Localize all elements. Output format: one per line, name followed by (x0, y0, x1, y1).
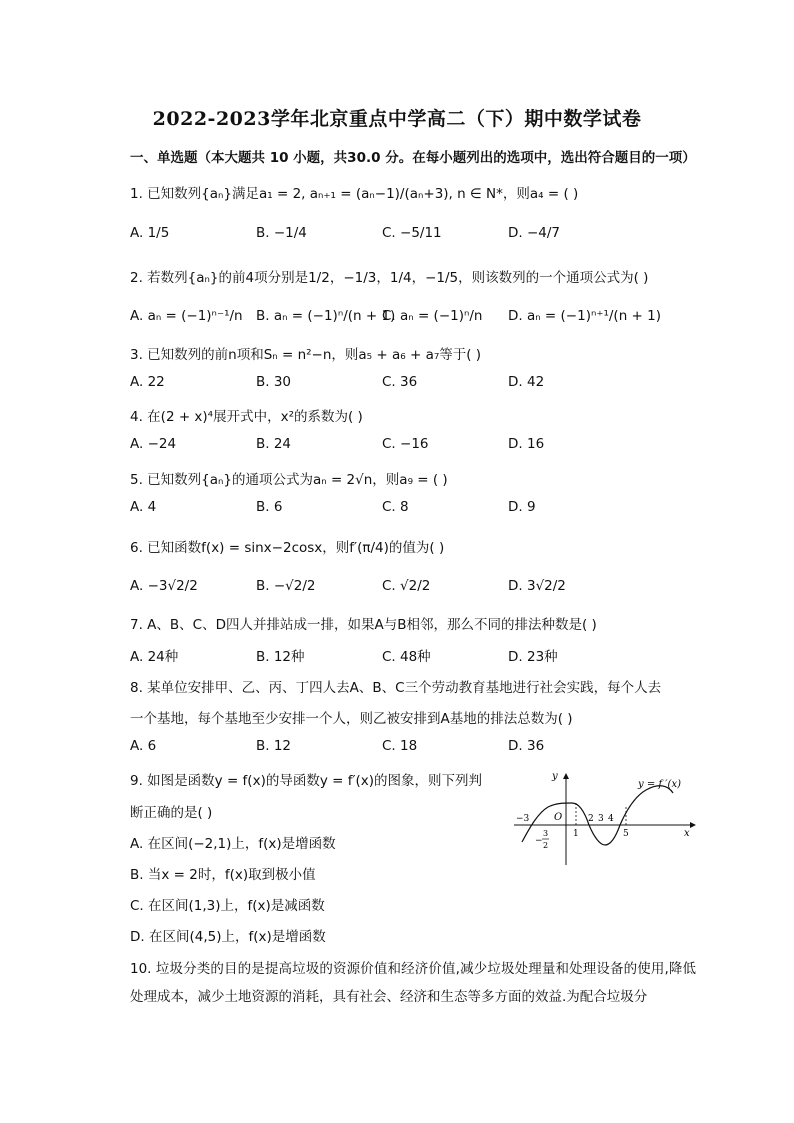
q9-option-c[interactable]: C. 在区间(1,3)上，f(x)是减函数 (130, 898, 325, 914)
q5-option-a[interactable]: A. 4 (130, 499, 157, 515)
q6-option-b[interactable]: B. −√2/2 (256, 578, 316, 594)
q1-option-a[interactable]: A. 1/5 (130, 225, 170, 241)
q1-option-b[interactable]: B. −1/4 (256, 225, 307, 241)
q2-option-a[interactable]: A. aₙ = (−1)ⁿ⁻¹/n (130, 308, 243, 324)
y-axis-arrow (563, 773, 569, 779)
tick-5: 5 (623, 829, 629, 839)
q4-option-d[interactable]: D. 16 (508, 436, 545, 452)
x-axis-label: x (684, 828, 690, 839)
tick-1: 1 (573, 829, 579, 839)
q7-option-a[interactable]: A. 24种 (130, 649, 179, 665)
q3-option-c[interactable]: C. 36 (382, 374, 418, 390)
question-2-stem: 2. 若数列{aₙ}的前4项分别是1/2，−1/3，1/4，−1/5，则该数列的一个通项公式为( ) (130, 270, 649, 286)
tick-2: 2 (588, 814, 594, 824)
q9-option-d[interactable]: D. 在区间(4,5)上，f(x)是增函数 (130, 929, 326, 945)
q8-option-c[interactable]: C. 18 (382, 738, 418, 754)
question-1-stem: 1. 已知数列{aₙ}满足a₁ = 2, aₙ₊₁ = (aₙ−1)/(aₙ+3), n ∈ N*，则a₄ = ( ) (130, 186, 579, 202)
origin-label: O (554, 812, 563, 823)
curve-label: y = f ′(x) (638, 779, 681, 790)
question-8-stem-cont: 一个基地，每个基地至少安排一个人，则乙被安排到A基地的排法总数为( ) (130, 711, 573, 727)
q7-option-b[interactable]: B. 12种 (256, 649, 305, 665)
q3-option-a[interactable]: A. 22 (130, 374, 165, 390)
tick-4: 4 (608, 814, 614, 824)
q5-option-b[interactable]: B. 6 (256, 499, 283, 515)
question-8-stem: 8. 某单位安排甲、乙、丙、丁四人去A、B、C三个劳动教育基地进行社会实践，每个人去 (130, 680, 662, 696)
x-axis-arrow (690, 822, 696, 828)
q6-option-d[interactable]: D. 3√2/2 (508, 578, 566, 594)
q4-option-b[interactable]: B. 24 (256, 436, 292, 452)
question-9-stem-cont: 断正确的是( ) (130, 805, 213, 821)
question-4-stem: 4. 在(2 + x)⁴展开式中，x²的系数为( ) (130, 409, 363, 425)
q7-option-d[interactable]: D. 23种 (508, 649, 558, 665)
q6-option-a[interactable]: A. −3√2/2 (130, 578, 198, 594)
q1-option-c[interactable]: C. −5/11 (382, 225, 442, 241)
q7-option-c[interactable]: C. 48种 (382, 649, 431, 665)
q2-option-c[interactable]: C. aₙ = (−1)ⁿ/n (382, 308, 483, 324)
question-3-stem: 3. 已知数列的前n项和Sₙ = n²−n，则a₅ + a₆ + a₇等于( ) (130, 347, 482, 363)
q3-option-b[interactable]: B. 30 (256, 374, 292, 390)
tick-3: 3 (598, 814, 604, 824)
q9-option-b[interactable]: B. 当x = 2时，f(x)取到极小值 (130, 867, 316, 883)
q2-option-d[interactable]: D. aₙ = (−1)ⁿ⁺¹/(n + 1) (508, 308, 661, 324)
q9-option-a[interactable]: A. 在区间(−2,1)上，f(x)是增函数 (130, 836, 336, 852)
exam-title: 2022-2023学年北京重点中学高二（下）期中数学试卷 (152, 108, 642, 130)
question-6-stem: 6. 已知函数f(x) = sinx−2cosx，则f′(π/4)的值为( ) (130, 540, 445, 556)
q3-option-d[interactable]: D. 42 (508, 374, 545, 390)
section-heading: 一、单选题（本大题共 10 小题，共30.0 分。在每小题列出的选项中，选出符合题目的一项） (130, 150, 696, 166)
question-9-stem: 9. 如图是函数y = f(x)的导函数y = f′(x)的图象，则下列判 (130, 773, 483, 789)
tick-neg-frac-den: 2 (543, 841, 549, 850)
q5-option-d[interactable]: D. 9 (508, 499, 536, 515)
derivative-graph (508, 765, 698, 870)
y-axis-label: y (552, 771, 558, 782)
q2-option-b[interactable]: B. aₙ = (−1)ⁿ/(n + 1) (256, 308, 396, 324)
q6-option-c[interactable]: C. √2/2 (382, 578, 431, 594)
q8-option-d[interactable]: D. 36 (508, 738, 545, 754)
q4-option-a[interactable]: A. −24 (130, 436, 177, 452)
question-7-stem: 7. A、B、C、D四人并排站成一排，如果A与B相邻，那么不同的排法种数是( ) (130, 617, 597, 633)
tick-neg-frac-num: 3 (543, 829, 549, 838)
q5-option-c[interactable]: C. 8 (382, 499, 409, 515)
q8-option-b[interactable]: B. 12 (256, 738, 292, 754)
question-5-stem: 5. 已知数列{aₙ}的通项公式为aₙ = 2√n，则a₉ = ( ) (130, 472, 448, 488)
question-10-stem: 10. 垃圾分类的目的是提高垃圾的资源价值和经济价值,减少垃圾处理量和处理设备的使用,降低处理成本，减少土地资源的消耗，具有社会、经济和生态等多方面的效益.为配合垃圾分 (130, 961, 696, 1005)
tick-neg3: −3 (516, 814, 530, 824)
q4-option-c[interactable]: C. −16 (382, 436, 429, 452)
q1-option-d[interactable]: D. −4/7 (508, 225, 561, 241)
tick-neg-frac-sign: − (535, 836, 543, 846)
q8-option-a[interactable]: A. 6 (130, 738, 157, 754)
